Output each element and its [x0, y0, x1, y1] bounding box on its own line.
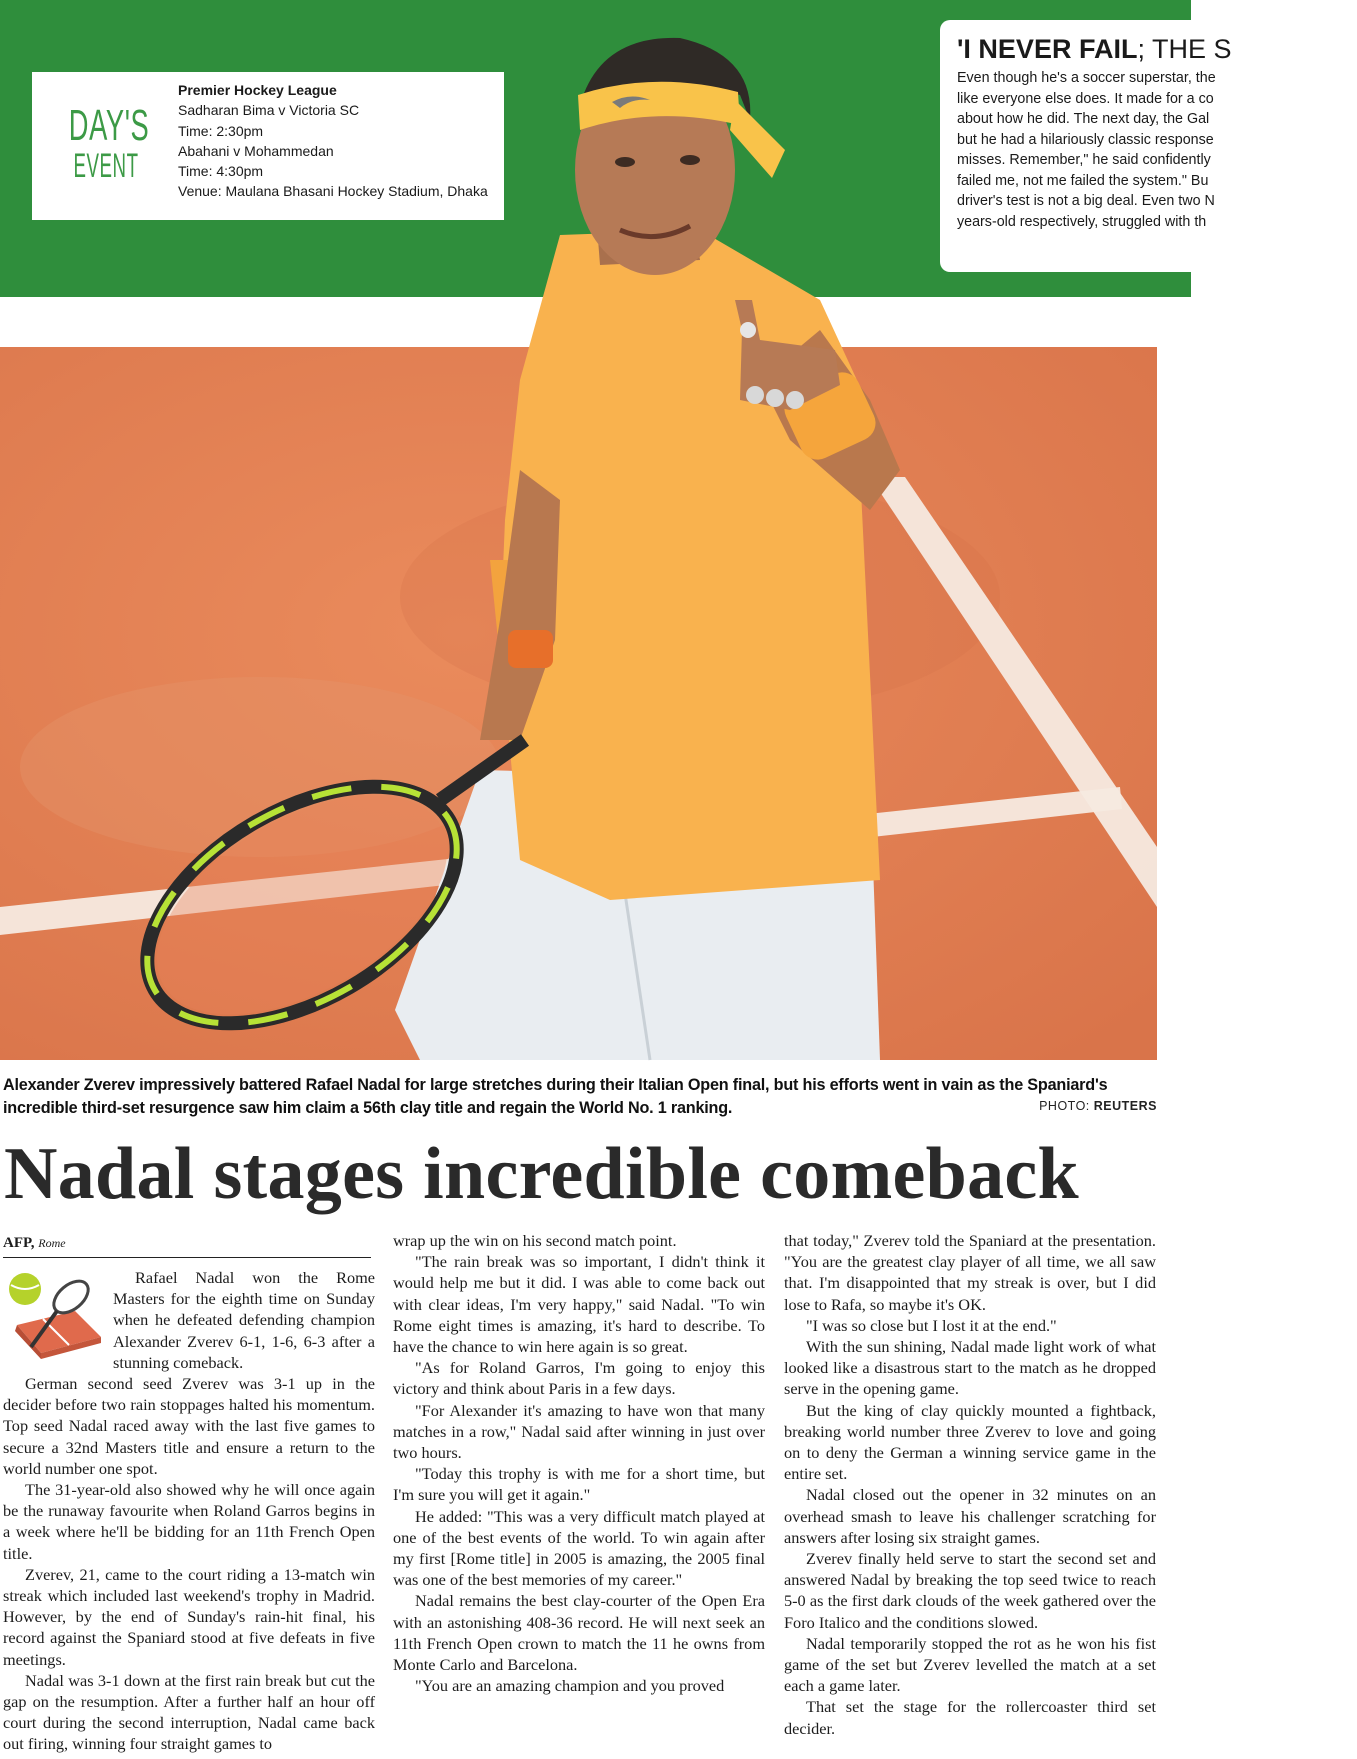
promo-line: years-old respectively, struggled with th	[957, 213, 1207, 230]
promo-title-rest: ; THE S	[1137, 34, 1232, 64]
photo-credit-label: PHOTO:	[1039, 1099, 1090, 1113]
article-lead-paragraph: Rafael Nadal won the Rome Masters for the eighth time on Sunday when he defeated defending champion Alexander Zverev 6-1, 1-6, 6-3 after a stunning comeback.	[113, 1268, 375, 1372]
article-paragraph-continued: wrap up the win on his second match point.	[393, 1231, 677, 1250]
article-paragraph: "The rain break was so important, I didn't think it would help me but it did. I was able to come back out with clear ideas, I'm very happy," said Nadal. "To win Rome eight times is amazing, it's hard to describe. To have the chance to win here again is so great.	[393, 1252, 765, 1357]
photo-caption: Alexander Zverev impressively battered Rafael Nadal for large stretches during their Italian Open final, but his efforts went in vain as the Spaniard's incredible third-set resurgence saw him claim a 56th clay title and regain the World No. 1 ranking.	[3, 1076, 1108, 1117]
days-event-box	[32, 72, 504, 220]
promo-title-bold: 'I NEVER FAIL	[957, 34, 1138, 64]
promo-body	[957, 68, 1357, 232]
article-paragraph: The 31-year-old also showed why he will once again be the runaway favourite when Roland Garros begins in a week where he'll be bidding for an 11th French Open title.	[3, 1480, 375, 1563]
article-paragraph: Nadal remains the best clay-courter of the Open Era with an astonishing 408-36 record. He will next seek an 11th French Open crown to match the 11 he owns from Monte Carlo and Barcelona.	[393, 1591, 765, 1675]
article-paragraph: Nadal closed out the opener in 32 minutes on an overhead smash to leave his challenger scratching for answers after losing six straight games.	[784, 1485, 1156, 1547]
article-paragraph: Zverev, 21, came to the court riding a 13-match win streak which included last weekend's trophy in Madrid. However, by the end of Sunday's rain-hit final, his record against the Spaniard stood at five defeats in five meetings.	[3, 1564, 375, 1669]
article-paragraph-continued: that today," Zverev told the Spaniard at the presentation. "You are the greatest clay player of all time, we all saw that. I'm disappointed that my streak is over, but I did lose to Rafa, so maybe it's OK.	[784, 1231, 1156, 1314]
article-paragraph: "Today this trophy is with me for a short time, but I'm sure you will get it again."	[393, 1464, 765, 1505]
byline	[3, 1233, 371, 1258]
article-headline: Nadal stages incredible comeback	[4, 1133, 1080, 1215]
article-paragraph: "I was so close but I lost it at the end."	[806, 1315, 1057, 1335]
days-event-line: Sadharan Bima v Victoria SC	[178, 102, 360, 119]
article-paragraph: German second seed Zverev was 3-1 up in the decider before two rain stoppages halted his momentum. Top seed Nadal raced away with the last five games to secure a 32nd Masters title and ensure a return to the world number one spot.	[3, 1374, 375, 1478]
promo-line: failed me, not me failed the system." Bu	[957, 172, 1209, 189]
article-paragraph: Nadal was 3-1 down at the first rain break but cut the gap on the resumption. After a further half an hour off court during the second interruption, Nadal came back out firing, winning four straight games to	[3, 1670, 375, 1754]
days-event-line: Time: 4:30pm	[178, 163, 264, 180]
days-event-title: Premier Hockey League	[178, 82, 337, 98]
days-event-details	[178, 80, 498, 202]
promo-line: about how he did. The next day, the Gal	[957, 111, 1210, 127]
days-event-line: Venue: Maulana Bhasani Hockey Stadium, Dhaka	[178, 183, 488, 200]
promo-line: driver's test is not a big deal. Even two N	[957, 193, 1215, 209]
photo-credit-source: REUTERS	[1093, 1099, 1157, 1113]
byline-place: Rome	[38, 1236, 66, 1250]
article-column-2	[393, 1230, 765, 1696]
article-paragraph: Zverev finally held serve to start the second set and answered Nadal by breaking the top seed twice to reach 5-0 as the first dark clouds of the week gathered over the Foro Italico and the conditions slowed.	[784, 1549, 1156, 1632]
days-event-tag	[46, 101, 166, 185]
article-paragraph: "You are an amazing champion and you proved	[415, 1676, 725, 1696]
article-paragraph: "As for Roland Garros, I'm going to enjoy this victory and think about Paris in a few days.	[393, 1358, 765, 1399]
tennis-racket-ball-icon	[3, 1267, 109, 1363]
promo-card[interactable]	[940, 20, 1232, 272]
article-paragraph: But the king of clay quickly mounted a fightback, breaking world number three Zverev to love and going on to deny the German a winning service game in the entire set.	[784, 1400, 1156, 1484]
photo-clay-court	[0, 347, 1157, 1060]
article-column-1	[3, 1267, 375, 1755]
photo-credit	[1039, 1099, 1157, 1113]
byline-agency: AFP,	[3, 1235, 35, 1251]
article-paragraph: That set the stage for the rollercoaster third set decider.	[784, 1697, 1156, 1738]
article-paragraph: He added: "This was a very difficult match played at one of the best events of the world. To win again after my first [Rome title] in 2005 is amazing, the 2005 final was one of the best memories of my career."	[393, 1506, 765, 1590]
days-event-tag-line2: EVENT	[73, 147, 139, 185]
days-event-line: Time: 2:30pm	[178, 122, 264, 139]
promo-line: but he had a hilariously classic response	[957, 131, 1214, 148]
clay-court-illustration	[0, 347, 1157, 1060]
promo-line: like everyone else does. It made for a co	[957, 90, 1214, 107]
days-event-tag-line1: DAY'S	[68, 101, 150, 150]
promo-line: Even though he's a soccer superstar, the	[957, 70, 1216, 86]
promo-line: misses. Remember," he said confidently	[957, 152, 1211, 168]
article-column-3	[784, 1230, 1156, 1739]
article-paragraph: Nadal temporarily stopped the rot as he won his fist game of the set but Zverev levelled the match at a set each a game later.	[784, 1633, 1156, 1696]
promo-title	[957, 32, 1231, 66]
article-paragraph: "For Alexander it's amazing to have won that many matches in a row," Nadal said after winning in just over two hours.	[393, 1400, 765, 1463]
days-event-line: Abahani v Mohammedan	[178, 142, 334, 159]
article-paragraph: With the sun shining, Nadal made light work of what looked like a disastrous start to the match as he dropped serve in the opening game.	[784, 1337, 1156, 1399]
